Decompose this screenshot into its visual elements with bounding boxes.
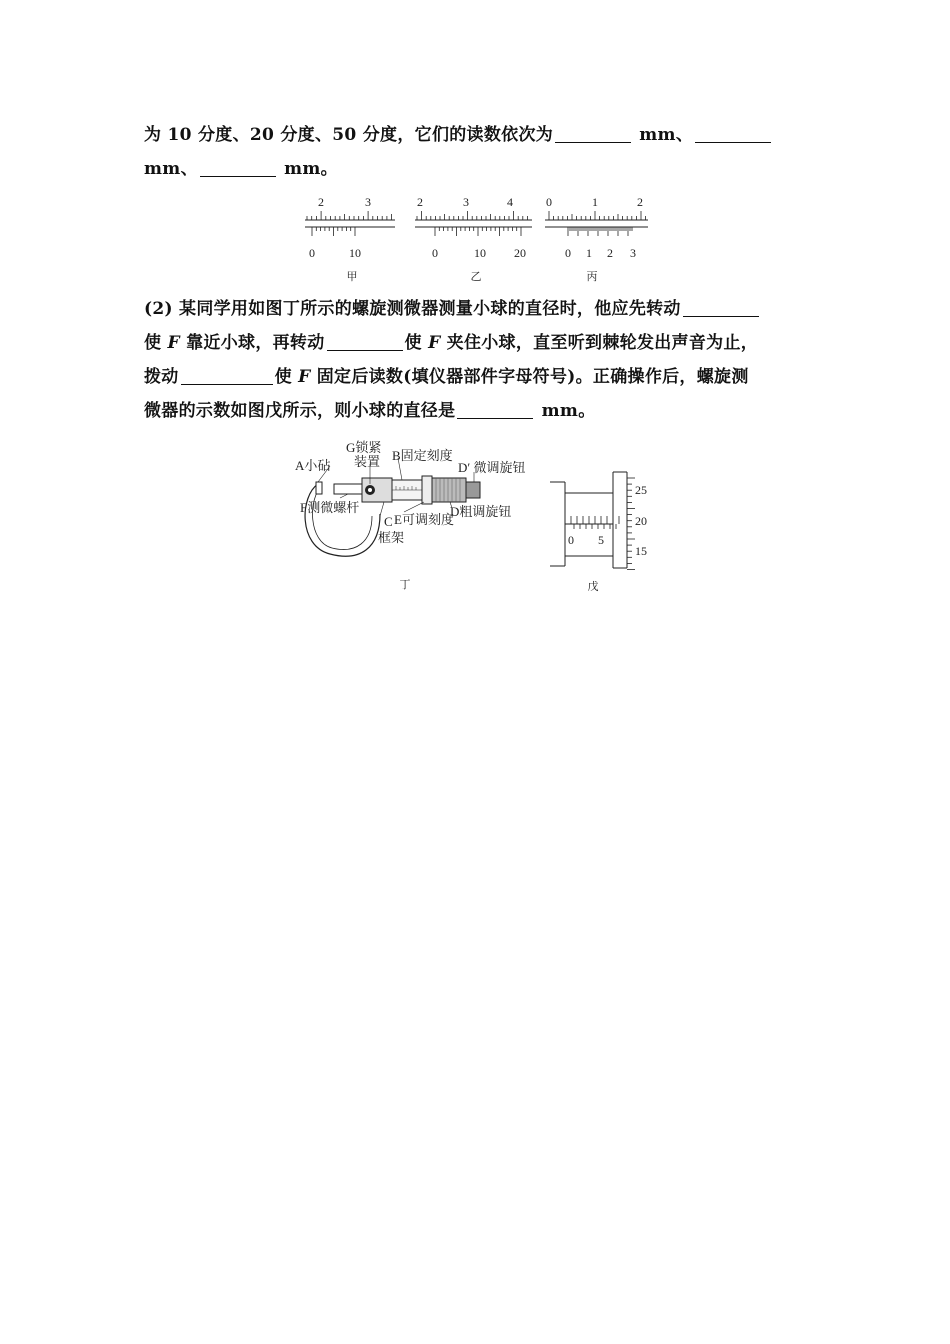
- question-part1-text: [144, 118, 808, 186]
- caption-wu: 戊: [587, 581, 599, 593]
- label-sleeve-B: B固定刻度: [392, 448, 453, 463]
- bing-vernier-label-0: 0: [565, 246, 571, 260]
- p2-line3-c: 固定后读数(填仪器部件字母符号)。正确操作后，螺旋测: [310, 367, 749, 387]
- p2-line3-b: 使: [274, 367, 299, 387]
- micrometer-svg: [290, 436, 540, 596]
- answer-blank-7: [457, 398, 533, 419]
- yi-main-label-2: 2: [417, 195, 423, 209]
- reading-svg: [545, 468, 665, 594]
- p2-line-3: [144, 360, 808, 394]
- line-2: [144, 152, 808, 186]
- caption-bing: 丙: [586, 271, 598, 283]
- unit-2: mm、: [144, 159, 198, 179]
- p2-line4-a: 微器的示数如图戊所示，则小球的直径是: [144, 401, 456, 421]
- bing-vernier-label-1: 1: [586, 246, 592, 260]
- symbol-F: F: [298, 367, 311, 387]
- unit-1: mm、: [639, 125, 694, 145]
- vernier-jia: [305, 195, 395, 260]
- bing-vernier-label-2: 2: [607, 246, 613, 260]
- vernier-figures-svg: [300, 190, 660, 290]
- micrometer-reading-figure: [545, 468, 665, 594]
- vernier-yi: [415, 195, 532, 260]
- jia-main-label-2: 2: [318, 195, 324, 209]
- jia-vernier-label-0: 0: [309, 246, 315, 260]
- answer-blank-6: [181, 364, 273, 385]
- label-coarse-knob-D: D粗调旋钮: [450, 504, 512, 519]
- label-lock-G: G锁紧: [346, 440, 382, 455]
- thimble-label-15: 15: [635, 544, 647, 558]
- yi-vernier-label-20: 20: [514, 246, 526, 260]
- label-anvil-A: A小砧: [295, 458, 331, 473]
- line1-text: 为 10 分度、20 分度、50 分度，它们的读数依次为: [144, 125, 554, 145]
- answer-blank-1: [555, 122, 631, 143]
- answer-blank-2: [695, 122, 771, 143]
- bing-main-label-1: 1: [592, 195, 598, 209]
- p2-line2-c: 使: [404, 333, 429, 353]
- line-1: [144, 118, 808, 152]
- vernier-bing: [545, 195, 648, 260]
- p2-line-1: [144, 292, 808, 326]
- p2-line2-d: 夹住小球，直至听到棘轮发出声音为止，: [440, 333, 759, 353]
- label-lock-G-2: 装置: [354, 454, 381, 469]
- label-thimble-E: E可调刻度: [394, 512, 454, 527]
- bing-vernier-label-3: 3: [630, 246, 636, 260]
- bing-main-label-2: 2: [637, 195, 643, 209]
- micrometer-diagram: [290, 436, 540, 596]
- p2-line-4: [144, 394, 808, 428]
- yi-main-label-3: 3: [463, 195, 469, 209]
- unit-3: mm。: [284, 159, 338, 179]
- answer-blank-5: [327, 330, 403, 351]
- thimble-label-25: 25: [635, 483, 647, 497]
- yi-vernier-label-10: 10: [474, 246, 486, 260]
- yi-vernier-label-0: 0: [432, 246, 438, 260]
- p2-line1-text: (2) 某同学用如图丁所示的螺旋测微器测量小球的直径时，他应先转动: [144, 299, 681, 319]
- label-frame-C-2: 框架: [378, 530, 405, 545]
- symbol-F: F: [167, 333, 180, 353]
- jia-vernier-label-10: 10: [349, 246, 361, 260]
- p2-line-2: [144, 326, 808, 360]
- answer-blank-3: [200, 156, 276, 177]
- sleeve-label-0: 0: [568, 533, 574, 547]
- sleeve-label-5: 5: [598, 533, 604, 547]
- jia-main-label-3: 3: [365, 195, 371, 209]
- p2-line2-b: 靠近小球，再转动: [179, 333, 325, 353]
- question-part2-text: [144, 292, 808, 428]
- label-ratchet-Dprime: D′ 微调旋钮: [458, 460, 526, 475]
- p2-line4-unit: mm。: [535, 401, 596, 421]
- answer-blank-4: [683, 296, 759, 317]
- p2-line3-a: 拨动: [144, 367, 179, 387]
- caption-ding: 丁: [399, 579, 411, 591]
- label-frame-C: C: [384, 514, 393, 529]
- vernier-caliper-figures: [300, 190, 660, 290]
- caption-jia: 甲: [346, 271, 358, 283]
- yi-main-label-4: 4: [507, 195, 513, 209]
- caption-yi: 乙: [470, 271, 482, 283]
- thimble-label-20: 20: [635, 514, 647, 528]
- label-spindle-F: F测微螺杆: [300, 500, 360, 515]
- bing-main-label-0: 0: [546, 195, 552, 209]
- p2-line2-a: 使: [144, 333, 168, 353]
- symbol-F: F: [428, 333, 441, 353]
